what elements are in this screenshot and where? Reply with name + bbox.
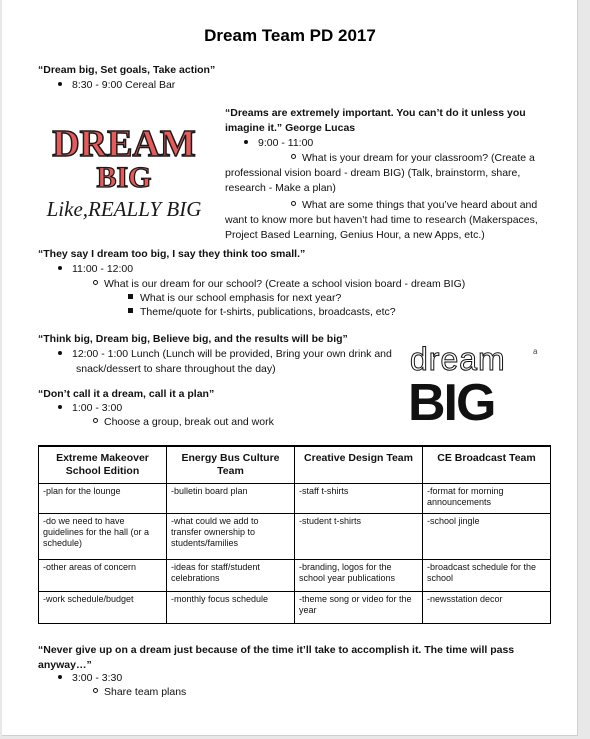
bullet-icon — [58, 82, 62, 86]
document-page — [2, 0, 578, 736]
bullet-text: 9:00 - 11:00 — [258, 137, 314, 149]
bullet-icon — [58, 266, 62, 270]
quote-dream-big: “Dream big, Set goals, Take action” — [38, 64, 216, 76]
sub-bullet-text: Choose a group, break out and work — [104, 416, 274, 428]
sub-bullet-text: What are some things that you’ve heard about and — [302, 199, 538, 211]
bullet-text: snack/dessert to share throughout the day) — [76, 363, 276, 375]
table-cell: -staff t-shirts — [295, 484, 423, 514]
table-cell: -theme song or video for the year — [295, 592, 423, 624]
bullet-9-11 — [244, 136, 313, 151]
sub-bullet-icon — [93, 418, 98, 423]
table-header: CE Broadcast Team — [423, 446, 551, 484]
quote-line: “Never give up on a dream just because of the time it’ll take to accomplish it. The time will pass — [38, 644, 515, 656]
table-cell: -student t-shirts — [295, 514, 423, 560]
table-header-row — [39, 446, 551, 484]
bullet-icon — [58, 405, 62, 409]
square-bullet-icon — [128, 308, 133, 313]
table-cell: -what could we add to transfer ownership to students/families — [167, 514, 295, 560]
logo2-big-word: BIG — [408, 374, 495, 424]
bullet-icon — [58, 351, 62, 355]
bullet-11-12 — [58, 262, 133, 277]
sub-bullet-choose-group — [93, 415, 274, 430]
sub-bullet-share-plans — [93, 685, 186, 700]
bullet-icon — [58, 675, 62, 679]
table-cell: -monthly focus schedule — [167, 592, 295, 624]
page-title: Dream Team PD 2017 — [204, 26, 376, 45]
quote-george-lucas — [225, 106, 526, 136]
bullet-1-3 — [58, 401, 122, 416]
logo2-tiny-letter: a — [533, 347, 538, 356]
table-cell: -broadcast schedule for the school — [423, 560, 551, 592]
bullet-lunch — [58, 347, 392, 377]
quote-think-too-small: “They say I dream too big, I say they think too small.” — [38, 248, 306, 260]
sub-bullet-text: want to know more but haven’t had time to research (Makerspaces, — [225, 214, 538, 226]
subsub-bullet-text: Theme/quote for t-shirts, publications, broadcasts, etc? — [140, 306, 396, 318]
sub-bullet-icon — [93, 280, 98, 285]
sub-bullet-text: What is your dream for your classroom? (Create a — [302, 152, 535, 164]
quote-line: “Dreams are extremely important. You can’t do it unless you — [225, 107, 526, 119]
sub-bullet-text: research - Make a plan) — [225, 182, 336, 194]
sub-bullet-text: Project Based Learning, Genius Hour, a new Apps, etc.) — [225, 229, 485, 241]
dream-big-logo-2 — [406, 340, 554, 424]
team-table — [38, 445, 551, 624]
sub-bullet-text: professional vision board - dream BIG) (Talk, brainstorm, share, — [225, 167, 521, 179]
quote-line: imagine it.” George Lucas — [225, 122, 356, 134]
table-cell: -do we need to have guidelines for the hall (or a schedule) — [39, 514, 167, 560]
table-cell: -school jingle — [423, 514, 551, 560]
sub-bullet-text: What is our dream for our school? (Create a school vision board - dream BIG) — [104, 278, 466, 290]
sub-bullet-icon — [291, 201, 296, 206]
table-cell: -newsstation decor — [423, 592, 551, 624]
quote-never-give-up — [38, 643, 514, 673]
table-cell: -branding, logos for the school year publications — [295, 560, 423, 592]
logo-like-really-big: Like,REALLY BIG — [46, 197, 202, 221]
logo2-dream-word: dream — [410, 341, 506, 377]
table-cell: -other areas of concern — [39, 560, 167, 592]
bullet-text: 3:00 - 3:30 — [72, 672, 123, 684]
logo-big-word: BIG — [96, 161, 152, 194]
subsub-bullet-text: What is our school emphasis for next year? — [140, 292, 342, 304]
dream-big-logo-graphic — [40, 112, 208, 224]
dream-big-logo-2-graphic — [406, 340, 554, 424]
bullet-cereal-bar — [58, 78, 175, 93]
quote-think-big: “Think big, Dream big, Believe big, and the results will be big” — [38, 333, 348, 345]
bullet-text: 12:00 - 1:00 Lunch (Lunch will be provided, Bring your own drink and — [72, 348, 392, 360]
logo-dream-word: DREAM — [52, 123, 196, 165]
sub-bullet-icon — [93, 688, 98, 693]
table-row — [39, 560, 551, 592]
bullet-text: 8:30 - 9:00 Cereal Bar — [72, 79, 176, 91]
table-cell: -work schedule/budget — [39, 592, 167, 624]
table-cell: -bulletin board plan — [167, 484, 295, 514]
quote-line: anyway…” — [38, 659, 92, 671]
table-cell: -plan for the lounge — [39, 484, 167, 514]
bullet-3-330 — [58, 671, 122, 686]
sub-bullet-classroom-dream — [225, 151, 565, 196]
bullet-text: 1:00 - 3:00 — [72, 402, 123, 414]
square-bullet-icon — [128, 294, 133, 299]
quote-call-it-a-plan: “Don’t call it a dream, call it a plan” — [38, 388, 215, 400]
subsub-bullet-theme — [128, 305, 396, 320]
sub-bullet-text: Share team plans — [104, 686, 187, 698]
bullet-text: 11:00 - 12:00 — [72, 263, 134, 275]
sub-bullet-things-heard — [225, 198, 565, 243]
table-header: Creative Design Team — [295, 446, 423, 484]
subsub-bullet-emphasis — [128, 291, 341, 306]
bullet-icon — [244, 140, 248, 144]
dream-big-logo — [40, 112, 208, 224]
table-header: Extreme Makeover School Edition — [39, 446, 167, 484]
table-row — [39, 484, 551, 514]
table-row — [39, 514, 551, 560]
table-cell: -ideas for staff/student celebrations — [167, 560, 295, 592]
sub-bullet-icon — [291, 154, 296, 159]
table-header: Energy Bus Culture Team — [167, 446, 295, 484]
table-cell: -format for morning announcements — [423, 484, 551, 514]
table-row — [39, 592, 551, 624]
sub-bullet-school-dream — [93, 277, 465, 292]
